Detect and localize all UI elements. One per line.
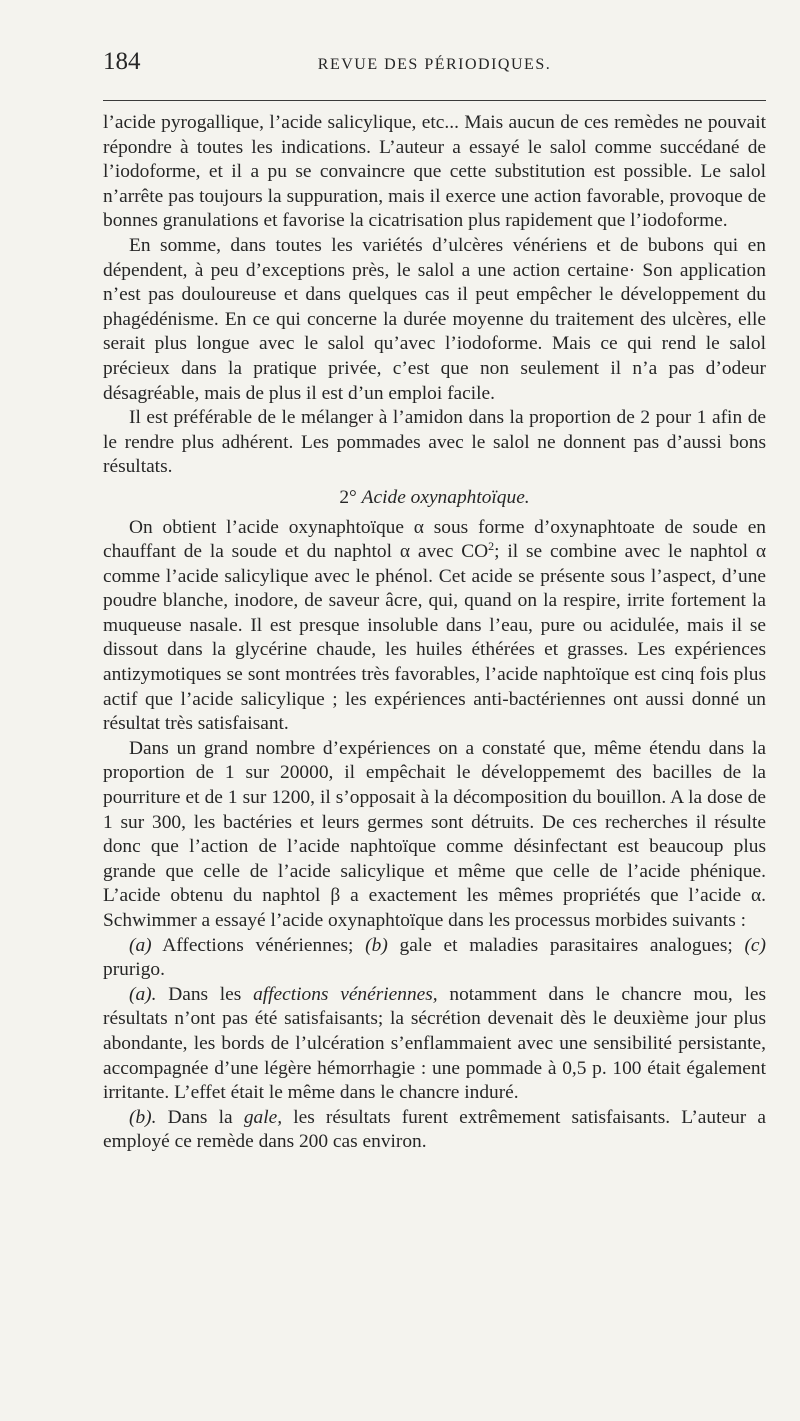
list-text-a: Affections vénériennes; xyxy=(151,934,366,956)
paragraph-6 xyxy=(103,934,766,983)
superscript-2: 2 xyxy=(488,539,495,554)
paragraph-3: Il est préférable de le mélanger à l’amidon dans la proportion de 2 pour 1 afin de le rendre plus adhérent. Les pommades avec le salol ne donnent pas d’aussi bons résultats. xyxy=(103,407,766,478)
paragraph-4 xyxy=(103,516,766,737)
paragraph-4-part-b: ; il se combine avec le naphtol α comme l’acide salicylique avec le phénol. Cet acide se présente sous l’aspect, d’une poudre blanche, inodore, de saveur âcre, qui, quand on la respire, irrite fortement la muqueuse nasale. Il est presque insoluble dans l’eau, pure ou acidulée, mais il se dissout dans la glycérine chaude, les huiles éthérées et grasses. Les expériences antizymotiques se sont montrées très favorables, l’acide naphtoïque est cinq fois plus actif que l’acide salicylique ; les expériences anti-bactériennes ont aussi donné un résultat très satisfaisant. xyxy=(103,541,766,735)
list-text-c: prurigo. xyxy=(103,959,165,981)
paragraph-8-text: les résultats furent extrêmement satisfaisants. L’auteur a employé ce remède dans 200 cas environ. xyxy=(103,1106,766,1153)
paragraph-4-part-a: On obtient l’acide oxynaphtoïque α sous forme d’oxynaphtoate de soude en chauffant de la soude et du naphtol α avec CO xyxy=(103,516,766,563)
page-number: 184 xyxy=(103,48,141,75)
paragraph-7 xyxy=(103,983,766,1106)
paragraph-8-label: (b). xyxy=(129,1106,157,1128)
paragraph-7-text: notamment dans le chancre mou, les résultats n’ont pas été satisfaisants; la sécrétion devenait dès le deuxième jour plus abondante, les bords de l’ulcération s’enflammaient avec une sensibilité persistante, accompagnée d’une légère hémorrhagie : une pommade à 0,5 p. 100 était également irritante. L’effet était le même dans le chancre induré. xyxy=(103,983,766,1104)
paragraph-8-emphasis: gale, xyxy=(243,1106,283,1128)
list-label-c: (c) xyxy=(744,934,766,956)
paragraph-7-lead: Dans les xyxy=(156,983,254,1005)
section-title: Acide oxynaphtoïque. xyxy=(361,486,530,508)
paragraph-7-emphasis: affections vénériennes, xyxy=(253,983,438,1005)
list-text-b: gale et maladies parasitaires analogues; xyxy=(387,934,745,956)
page-header xyxy=(103,48,766,84)
section-number: 2° xyxy=(339,486,357,508)
paragraph-5: Dans un grand nombre d’expériences on a constaté que, même étendu dans la proportion de 1 sur 20000, il empêchait le développememt des bacilles de la pourriture et de 1 sur 1200, il s’opposait à la décomposition du bouillon. A la dose de 1 sur 300, les bactéries et leurs germes sont détruits. De ces recherches il résulte donc que l’action de l’acide naphtoïque comme désinfectant est beaucoup plus grande que celle de l’acide salicylique et même que celle de l’acide phénique. L’acide obtenu du naphtol β a exactement les mêmes propriétés que l’acide α. Schwimmer a essayé l’acide oxynaphtoïque dans les processus morbides suivants : xyxy=(103,737,766,931)
paragraph-8-lead: Dans la xyxy=(156,1106,244,1128)
paragraph-1: l’acide pyrogallique, l’acide salicylique, etc... Mais aucun de ces remèdes ne pouvait répondre à toutes les indications. L’auteur a essayé le salol comme succédané de l’iodoforme, et il a pu se convaincre que cette substitution est possible. Le salol n’arrête pas toujours la suppuration, mais il exerce une action favorable, provoque de bonnes granulations et favorise la cicatrisation plus rapidement que l’iodoforme. xyxy=(103,112,766,232)
header-rule xyxy=(103,100,766,101)
list-label-a: (a) xyxy=(129,934,152,956)
paragraph-8 xyxy=(103,1106,766,1155)
list-label-b: (b) xyxy=(365,934,388,956)
paragraph-2: En somme, dans toutes les variétés d’ulcères vénériens et de bubons qui en dépendent, à peu d’exceptions près, le salol a une action certaine· Son application n’est pas douloureuse et dans quelques cas il peut empêcher le développement du phagédénisme. En ce qui concerne la durée moyenne du traitement des ulcères, elle serait plus longue avec le salol qu’avec l’iodoforme. Mais ce qui rend le salol précieux dans la pratique privée, c’est que non seulement il n’a pas d’odeur désagréable, mais de plus il est d’un emploi facile. xyxy=(103,234,766,404)
body-text xyxy=(103,111,766,1155)
running-title: REVUE DES PÉRIODIQUES. xyxy=(317,56,552,73)
section-heading xyxy=(103,486,766,511)
paragraph-7-label: (a). xyxy=(129,983,157,1005)
